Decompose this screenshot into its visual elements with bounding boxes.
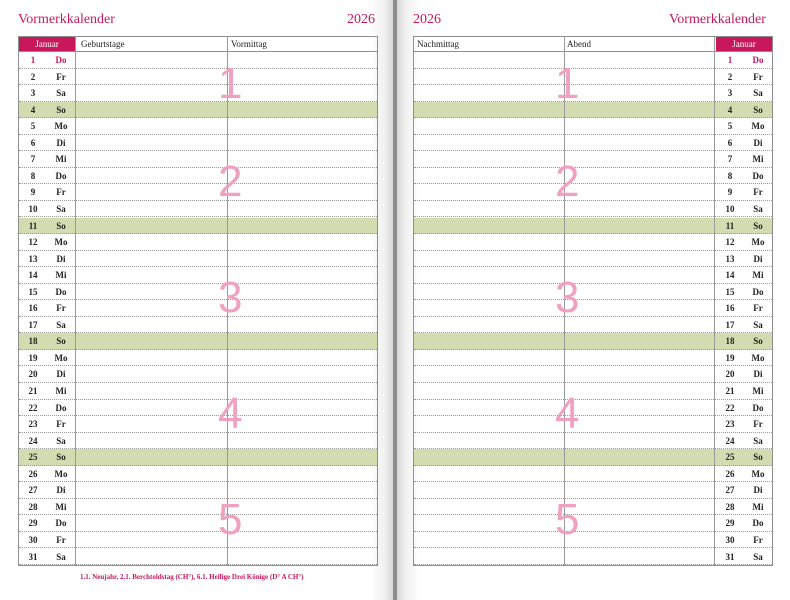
day-number: 7 — [30, 154, 36, 165]
day-number: 3 — [727, 88, 733, 99]
right-day-row — [414, 466, 772, 483]
weekday-label: Sa — [56, 435, 66, 446]
day-number: 26 — [28, 468, 38, 479]
left-day-row — [19, 366, 377, 383]
right-day-row — [414, 366, 772, 383]
day-number: 29 — [725, 518, 735, 529]
weekday-label: Do — [752, 518, 764, 529]
column-header-abend: Abend — [567, 39, 591, 49]
week-number-left: 3 — [218, 273, 243, 322]
weekday-label: Do — [55, 170, 67, 181]
left-day-row — [19, 482, 377, 499]
left-day-row — [19, 466, 377, 483]
column-header-geburtstage: Geburtstage — [81, 39, 125, 49]
day-number: 5 — [30, 121, 36, 132]
left-day-row — [19, 251, 377, 268]
left-title: Vormerkkalender — [18, 12, 115, 27]
day-number: 6 — [30, 137, 36, 148]
holiday-footnote: 1.1. Neujahr, 2.1. Berchtoldstag (CH°), 6.1. Heilige Drei Könige (D° A CH°) — [80, 573, 304, 581]
weekday-label: Do — [752, 402, 764, 413]
left-day-row — [19, 168, 377, 185]
weekday-label: Do — [55, 402, 67, 413]
day-number: 9 — [30, 187, 36, 198]
day-number: 13 — [725, 253, 735, 264]
day-number: 21 — [725, 386, 735, 396]
day-number: 17 — [725, 319, 735, 330]
day-number: 23 — [725, 419, 735, 430]
day-number: 19 — [28, 352, 38, 363]
weekday-label: Di — [753, 485, 763, 496]
right-day-row — [414, 416, 772, 433]
day-number: 19 — [725, 352, 735, 363]
left-year: 2026 — [347, 12, 375, 27]
right-day-row — [414, 482, 772, 499]
day-number: 3 — [30, 88, 36, 99]
day-number: 9 — [727, 187, 733, 198]
weekday-label: Sa — [56, 203, 66, 214]
day-number: 16 — [725, 303, 735, 314]
right-day-row — [414, 168, 772, 185]
right-day-row — [414, 267, 772, 284]
weekday-label: Fr — [56, 419, 66, 430]
left-day-row — [19, 135, 377, 152]
day-number: 15 — [725, 286, 735, 297]
left-day-row — [19, 234, 377, 251]
week-number-left: 2 — [218, 157, 243, 206]
day-number: 6 — [727, 137, 733, 148]
day-number: 26 — [725, 468, 735, 479]
week-number-left: 5 — [218, 495, 243, 544]
right-day-row — [414, 449, 772, 466]
day-number: 31 — [725, 551, 735, 562]
left-day-row — [19, 184, 377, 201]
weekday-label: So — [56, 104, 66, 115]
weekday-label: Mi — [752, 270, 764, 281]
right-day-row — [414, 433, 772, 450]
day-number: 22 — [28, 402, 38, 413]
weekday-label: Mi — [55, 154, 67, 165]
weekday-label: Di — [56, 369, 66, 380]
weekday-label: Do — [752, 55, 764, 65]
weekday-label: Do — [55, 286, 67, 297]
weekday-label: Sa — [753, 319, 763, 330]
left-day-row — [19, 218, 377, 235]
left-day-row — [19, 267, 377, 284]
left-day-row — [19, 383, 377, 400]
weekday-label: So — [753, 336, 763, 347]
weekday-label: Di — [753, 137, 763, 148]
left-day-row — [19, 333, 377, 350]
right-divider-day — [714, 37, 715, 565]
day-number: 13 — [28, 253, 38, 264]
day-number: 17 — [28, 319, 38, 330]
right-day-row — [414, 317, 772, 334]
weekday-label: Mo — [54, 352, 68, 363]
left-day-row — [19, 118, 377, 135]
day-number: 2 — [727, 71, 733, 82]
weekday-label: So — [56, 452, 66, 463]
week-number-right: 3 — [555, 273, 580, 322]
right-day-row — [414, 218, 772, 235]
right-day-row — [414, 515, 772, 532]
left-day-row — [19, 350, 377, 367]
weekday-label: Sa — [56, 319, 66, 330]
left-day-row — [19, 300, 377, 317]
weekday-label: Fr — [753, 71, 763, 82]
left-day-row — [19, 69, 377, 86]
day-number: 29 — [28, 518, 38, 529]
weekday-label: Di — [56, 485, 66, 496]
day-number: 21 — [28, 386, 38, 396]
weekday-label: Mi — [55, 386, 67, 396]
weekday-label: Do — [55, 518, 67, 529]
day-number: 2 — [30, 71, 36, 82]
weekday-label: Mo — [54, 468, 68, 479]
day-number: 14 — [725, 270, 735, 281]
weekday-label: So — [56, 336, 66, 347]
weekday-label: Mo — [751, 352, 765, 363]
weekday-label: Sa — [753, 203, 763, 214]
left-day-row — [19, 416, 377, 433]
left-calendar-table — [18, 36, 378, 566]
day-number: 18 — [28, 336, 38, 347]
day-number: 12 — [725, 237, 735, 248]
day-number: 20 — [28, 369, 38, 380]
left-day-row — [19, 52, 377, 69]
column-header-nachmittag: Nachmittag — [417, 39, 459, 49]
right-day-row — [414, 333, 772, 350]
right-day-row — [414, 52, 772, 69]
weekday-label: Mo — [751, 468, 765, 479]
left-divider-day — [75, 37, 76, 565]
right-day-row — [414, 234, 772, 251]
right-day-row — [414, 532, 772, 549]
weekday-label: Mi — [752, 501, 764, 512]
right-page — [397, 0, 790, 600]
weekday-label: Mo — [751, 237, 765, 248]
day-number: 15 — [28, 286, 38, 297]
day-number: 31 — [28, 551, 38, 562]
day-number: 1 — [30, 55, 36, 65]
day-number: 30 — [725, 534, 735, 545]
weekday-label: Do — [752, 170, 764, 181]
day-number: 12 — [28, 237, 38, 248]
right-title: Vormerkkalender — [669, 12, 766, 27]
right-year: 2026 — [413, 12, 441, 27]
day-number: 10 — [725, 203, 735, 214]
column-header-vormittag: Vormittag — [231, 39, 267, 49]
weekday-label: Mo — [54, 237, 68, 248]
day-number: 1 — [727, 55, 733, 65]
weekday-label: So — [753, 220, 763, 231]
day-number: 22 — [725, 402, 735, 413]
week-number-right: 1 — [555, 59, 580, 108]
day-number: 11 — [725, 220, 735, 231]
day-number: 25 — [725, 452, 735, 463]
weekday-label: Do — [55, 55, 67, 65]
right-day-row — [414, 201, 772, 218]
right-day-row — [414, 400, 772, 417]
left-day-row — [19, 317, 377, 334]
left-month-label: Januar — [19, 37, 75, 51]
day-number: 18 — [725, 336, 735, 347]
left-day-row — [19, 102, 377, 119]
week-number-left: 4 — [218, 389, 243, 438]
weekday-label: Fr — [56, 187, 66, 198]
weekday-label: Sa — [56, 551, 66, 562]
day-number: 23 — [28, 419, 38, 430]
right-day-row — [414, 499, 772, 516]
weekday-label: Di — [56, 137, 66, 148]
weekday-label: Sa — [753, 551, 763, 562]
left-day-row — [19, 151, 377, 168]
right-day-row — [414, 118, 772, 135]
day-number: 4 — [727, 104, 733, 115]
day-number: 24 — [725, 435, 735, 446]
right-day-row — [414, 350, 772, 367]
left-day-row — [19, 400, 377, 417]
right-day-row — [414, 300, 772, 317]
day-number: 16 — [28, 303, 38, 314]
day-number: 27 — [28, 485, 38, 496]
weekday-label: Sa — [753, 435, 763, 446]
left-day-row — [19, 449, 377, 466]
day-number: 24 — [28, 435, 38, 446]
weekday-label: Di — [56, 253, 66, 264]
left-day-row — [19, 85, 377, 102]
weekday-label: So — [56, 220, 66, 231]
left-day-row — [19, 284, 377, 301]
weekday-label: Mi — [55, 501, 67, 512]
weekday-label: Sa — [753, 88, 763, 99]
weekday-label: Mi — [55, 270, 67, 281]
weekday-label: Fr — [56, 303, 66, 314]
left-day-row — [19, 549, 377, 566]
weekday-label: Fr — [753, 534, 763, 545]
left-header-row — [19, 37, 377, 52]
right-day-row — [414, 184, 772, 201]
weekday-label: Sa — [56, 88, 66, 99]
week-number-left: 1 — [218, 59, 243, 108]
right-day-row — [414, 383, 772, 400]
right-day-row — [414, 284, 772, 301]
day-number: 8 — [727, 170, 733, 181]
day-number: 30 — [28, 534, 38, 545]
left-page — [0, 0, 393, 600]
weekday-label: So — [753, 104, 763, 115]
weekday-label: Mi — [752, 154, 764, 165]
right-day-row — [414, 151, 772, 168]
weekday-label: Mo — [751, 121, 765, 132]
day-number: 25 — [28, 452, 38, 463]
left-day-row — [19, 433, 377, 450]
day-number: 10 — [28, 203, 38, 214]
right-header-row — [414, 37, 772, 52]
left-day-row — [19, 499, 377, 516]
day-number: 5 — [727, 121, 733, 132]
left-day-row — [19, 201, 377, 218]
right-day-row — [414, 549, 772, 566]
left-day-row — [19, 515, 377, 532]
weekday-label: Mo — [54, 121, 68, 132]
day-number: 27 — [725, 485, 735, 496]
left-day-row — [19, 532, 377, 549]
weekday-label: Fr — [753, 303, 763, 314]
weekday-label: Fr — [753, 419, 763, 430]
weekday-label: So — [753, 452, 763, 463]
day-number: 7 — [727, 154, 733, 165]
right-day-row — [414, 135, 772, 152]
weekday-label: Mi — [752, 386, 764, 396]
day-number: 14 — [28, 270, 38, 281]
right-day-row — [414, 85, 772, 102]
right-day-row — [414, 69, 772, 86]
weekday-label: Fr — [56, 71, 66, 82]
weekday-label: Di — [753, 253, 763, 264]
day-number: 8 — [30, 170, 36, 181]
week-number-right: 2 — [555, 157, 580, 206]
day-number: 4 — [30, 104, 36, 115]
weekday-label: Di — [753, 369, 763, 380]
right-month-label: Januar — [716, 37, 772, 51]
day-number: 28 — [725, 501, 735, 512]
right-calendar-table — [413, 36, 773, 566]
weekday-label: Do — [752, 286, 764, 297]
weekday-label: Fr — [753, 187, 763, 198]
weekday-label: Fr — [56, 534, 66, 545]
week-number-right: 5 — [555, 495, 580, 544]
day-number: 28 — [28, 501, 38, 512]
day-number: 20 — [725, 369, 735, 380]
day-number: 11 — [28, 220, 38, 231]
right-day-row — [414, 102, 772, 119]
week-number-right: 4 — [555, 389, 580, 438]
right-day-row — [414, 251, 772, 268]
